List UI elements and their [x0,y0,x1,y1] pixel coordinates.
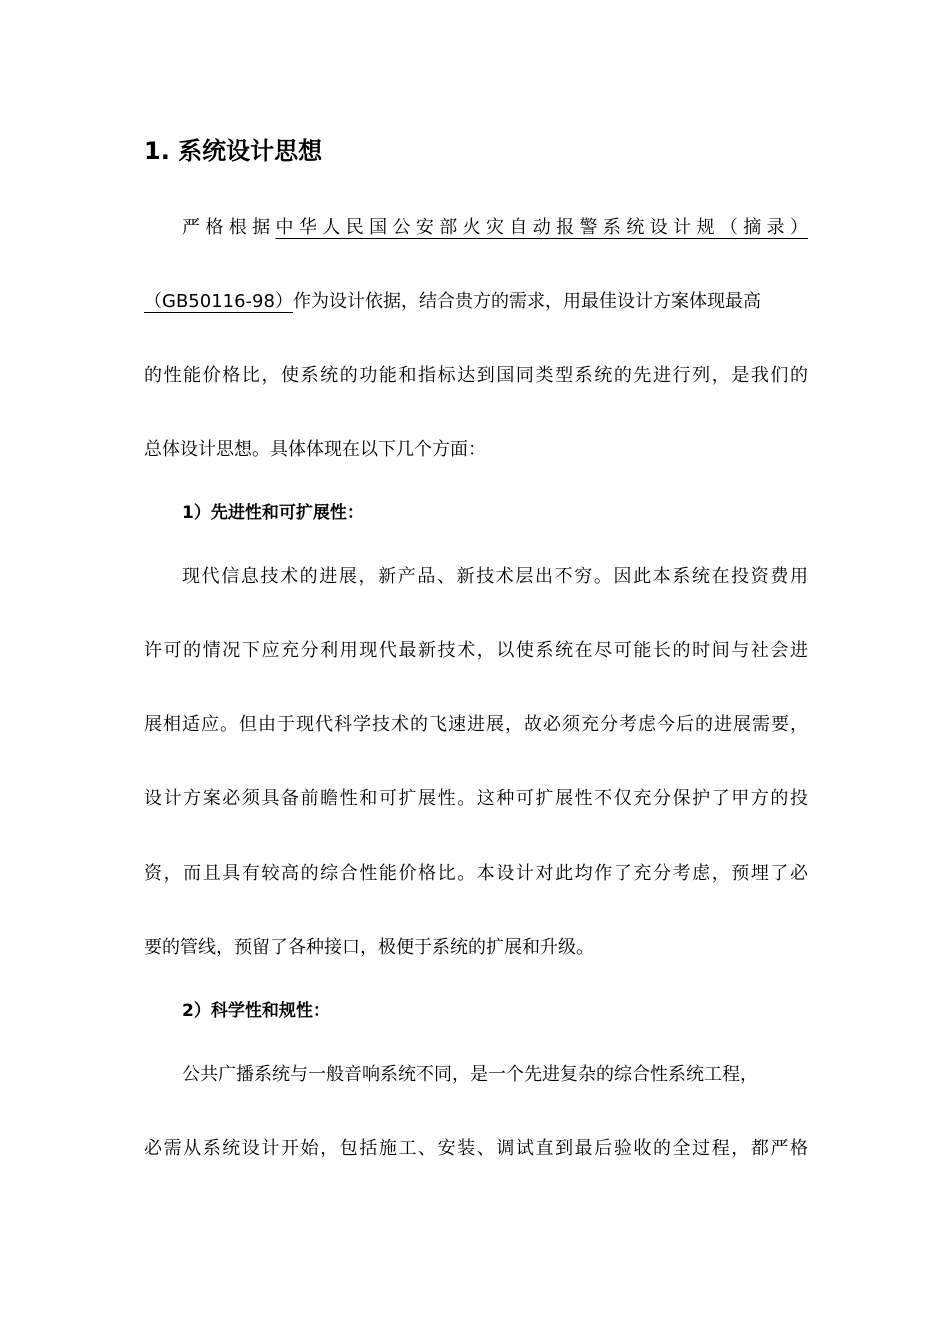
subsection-title-2: 2）科学性和规性： [182,1001,330,1021]
section1-line: 现代信息技术的进展，新产品、新技术层出不穷。因此本系统在投资费用 [182,566,808,587]
section1-line: 资，而且具有较高的综合性能价格比。本设计对此均作了充分考虑，预埋了必 [144,863,808,884]
intro-line-4: 总体设计思想。具体体现在以下几个方面： [144,439,486,460]
standard-reference-link[interactable]: 中华人民国公安部火灾自动报警系统设计规（摘录） [275,217,809,238]
section2-line: 必需从系统设计开始，包括施工、安装、调试直到最后验收的全过程，都严格 [144,1138,808,1159]
intro-line-2-text: 作为设计依据，结合贵方的需求，用最佳设计方案体现最高 [292,291,761,312]
section1-line: 设计方案必须具备前瞻性和可扩展性。这种可扩展性不仅充分保护了甲方的投 [144,788,808,809]
section-heading: 1. 系统设计思想 [144,137,323,165]
intro-line-1 [182,215,808,241]
section1-line: 展相适应。但由于现代科学技术的飞速进展，故必须充分考虑今后的进展需要， [144,714,808,735]
intro-prefix: 严格根据 [182,217,276,238]
section1-line: 要的管线，预留了各种接口，极便于系统的扩展和升级。 [144,937,594,958]
section2-line: 公共广播系统与一般音响系统不同，是一个先进复杂的综合性系统工程， [182,1064,758,1085]
subsection-title-1: 1）先进性和可扩展性： [182,503,364,523]
section1-line: 许可的情况下应充分利用现代最新技术，以使系统在尽可能长的时间与社会进 [144,640,808,661]
standard-code-link[interactable]: （GB50116-98） [144,291,293,312]
intro-line-2 [144,289,808,315]
intro-line-3: 的性能价格比，使系统的功能和指标达到国同类型系统的先进行列，是我们的 [144,365,808,386]
